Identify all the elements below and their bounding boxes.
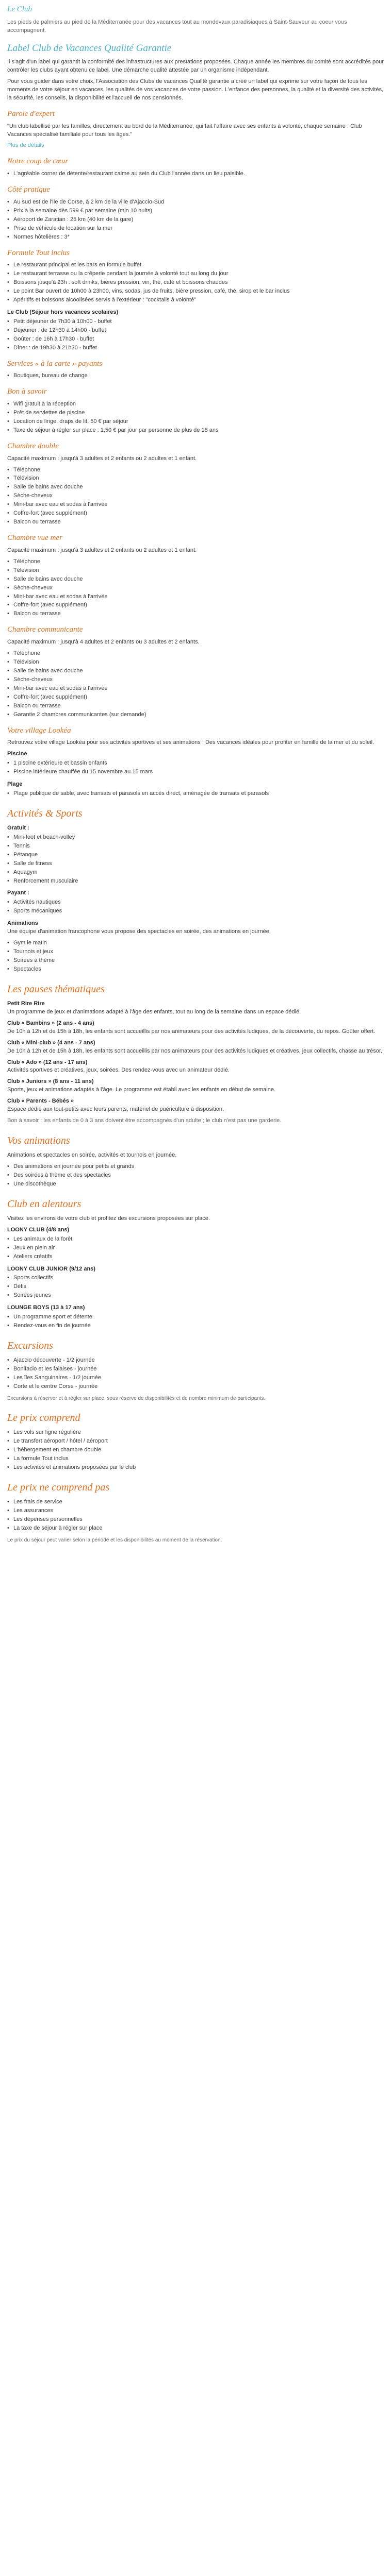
paid-activities-list — [7, 899, 384, 916]
beach-list — [7, 790, 384, 798]
list-item: • Sèche-cheveux — [7, 492, 384, 500]
excursions-list — [7, 1357, 384, 1391]
activities-section — [7, 806, 384, 974]
expert-section — [7, 109, 384, 150]
list-item: • Plage publique de sable, avec transats et parasols en accès direct, aménagée de transats et parasols — [7, 790, 384, 798]
list-item: • Prix à la semaine dès 599 € par semaine (min 10 nuits) — [7, 207, 384, 215]
list-item: • Location de linge, draps de lit, 50 € par séjour — [7, 418, 384, 426]
list-item: • Les activités et animations proposées par le club — [7, 1464, 384, 1472]
list-item: • Le point Bar ouvert de 10h00 à 23h00, vins, sodas, jus de fruits, bière pression, café, thé, sirop et le bar inclus — [7, 287, 384, 296]
list-item: • Activités nautiques — [7, 899, 384, 907]
room-sea-view-capacity: Capacité maximum : jusqu'à 3 adultes et 2 enfants ou 2 adultes et 1 enfant. — [7, 547, 197, 553]
list-item: • Soirées jeunes — [7, 1292, 384, 1300]
favorite-section — [7, 156, 384, 178]
list-item: • Les vols sur ligne régulière — [7, 1429, 384, 1437]
good-to-know-list — [7, 400, 384, 435]
list-item: • Tournois et jeux — [7, 948, 384, 956]
kids-note: Bon à savoir : les enfants de 0 à 3 ans doivent être accompagnés d'un adulte ; le club n'est pas une garderie. — [7, 1117, 282, 1124]
kids-heading: Les pauses thématiques — [7, 983, 105, 995]
list-item: • Des soirées à thème et des spectacles — [7, 1172, 384, 1180]
room-double-heading: Chambre double — [7, 442, 59, 450]
surroundings-heading: Club en alentours — [7, 1198, 82, 1210]
list-item: • Wifi gratuit à la réception — [7, 400, 384, 409]
list-item: • Coffre-fort (avec supplément) — [7, 693, 384, 702]
list-item: • Bonifacio et les falaises - journée — [7, 1365, 384, 1374]
kids-club-name: Club « Parents - Bébés » — [7, 1098, 74, 1105]
list-item: • Sports collectifs — [7, 1274, 384, 1282]
activities-heading: Activités & Sports — [7, 807, 83, 819]
kids-section — [7, 982, 384, 1125]
club-heading: Le Club — [7, 5, 32, 13]
list-item: • 1 piscine extérieure et bassin enfants — [7, 759, 384, 768]
village-text: Retrouvez votre village Lookéa pour ses activités sportives et ses animations : Des vacances idéales pour profiter en famille de la mer et du soleil. — [7, 739, 374, 746]
list-item: • Renforcement musculaire — [7, 877, 384, 886]
practical-heading: Côté pratique — [7, 185, 50, 194]
kids-club-text: Activités sportives et créatives, jeux, soirées. Des rendez-vous avec un animateur dédié. — [7, 1067, 230, 1074]
practical-list — [7, 198, 384, 242]
list-item: • Coffre-fort (avec supplément) — [7, 601, 384, 609]
list-item: • Téléphone — [7, 466, 384, 474]
room-connecting-section — [7, 624, 384, 719]
list-item: • Balcon ou terrasse — [7, 610, 384, 618]
list-item: • Une discothèque — [7, 1180, 384, 1189]
kids-club-text: Espace dédié aux tout-petits avec leurs parents, matériel de puériculture à disposition. — [7, 1106, 224, 1113]
list-item: • Défis — [7, 1283, 384, 1291]
entertainment-list — [7, 939, 384, 974]
room-sea-view-heading: Chambre vue mer — [7, 534, 62, 543]
list-item: • Mini-bar avec eau et sodas à l'arrivée — [7, 593, 384, 601]
kids-club-name: Club « Mini-club » (4 ans - 7 ans) — [7, 1039, 95, 1046]
list-item: • Apéritifs et boissons alcoolisées servis à l'extérieur : "cocktails à volonté" — [7, 296, 384, 304]
price-excludes-heading: Le prix ne comprend pas — [7, 1482, 110, 1494]
list-item: • Taxe de séjour à régler sur place : 1,50 € par jour par personne de plus de 18 ans — [7, 427, 384, 435]
excursions-note: Excursions à réserver et à régler sur place, sous réserve de disponibilités et de nombre minimum de participants. — [7, 1395, 266, 1401]
entertainment-label: Animations — [7, 920, 38, 927]
list-item: • Spectacles — [7, 965, 384, 974]
list-item: • Gym le matin — [7, 939, 384, 947]
list-item: • Corte et le centre Corse - journée — [7, 1383, 384, 1391]
list-item: • L'agréable corner de détente/restaurant calme au sein du Club l'année dans un lieu paisible. — [7, 170, 384, 178]
all-inclusive-section — [7, 248, 384, 352]
list-item: • Coffre-fort (avec supplément) — [7, 510, 384, 518]
room-double-amenities — [7, 466, 384, 527]
room-connecting-amenities — [7, 650, 384, 719]
list-item: • Les assurances — [7, 1507, 384, 1515]
village-heading: Votre village Lookéa — [7, 726, 71, 735]
paid-services-list — [7, 372, 384, 380]
list-item: • Dîner : de 19h30 à 21h30 - buffet — [7, 344, 384, 352]
list-item: • Au sud est de l'Ile de Corse, à 2 km de la ville d'Ajaccio-Sud — [7, 198, 384, 207]
excursions-section — [7, 1338, 384, 1402]
list-item: • Tennis — [7, 842, 384, 851]
kids-intro-text: Un programme de jeux et d'animations adapté à l'âge des enfants, tout au long de la semaine dans un espace dédié. — [7, 1008, 301, 1015]
room-sea-view-section — [7, 533, 384, 618]
surroundings-text: Visitez les environs de votre club et profitez des excursions proposées sur place. — [7, 1215, 210, 1222]
good-to-know-section — [7, 386, 384, 435]
paid-services-section — [7, 359, 384, 381]
list-item: • Sèche-cheveux — [7, 584, 384, 592]
list-item: • Téléphone — [7, 558, 384, 566]
list-item: • Balcon ou terrasse — [7, 518, 384, 527]
list-item: • Salle de fitness — [7, 860, 384, 868]
intro-section — [7, 4, 384, 103]
lounge-boys-name: LOUNGE BOYS (13 à 17 ans) — [7, 1304, 85, 1311]
list-item: • Piscine intérieure chauffée du 15 novembre au 15 mars — [7, 768, 384, 776]
entertainment-heading: Vos animations — [7, 1135, 70, 1147]
list-item: • Rendez-vous en fin de journée — [7, 1322, 384, 1330]
room-sea-view-amenities — [7, 558, 384, 619]
list-item: • Normes hôtelières : 3* — [7, 233, 384, 242]
list-item: • Le restaurant principal et les bars en formule buffet — [7, 261, 384, 269]
schedule-heading: Le Club (Séjour hors vacances scolaires) — [7, 309, 119, 315]
list-item: • Prêt de serviettes de piscine — [7, 409, 384, 417]
list-item: • L'hébergement en chambre double — [7, 1446, 384, 1454]
room-double-section — [7, 441, 384, 527]
list-item: • Un programme sport et détente — [7, 1313, 384, 1321]
entertainment-section — [7, 1133, 384, 1189]
kids-club-text: Sports, jeux et animations adaptés à l'âge. Le programme est établi avec les enfants en début de semaine. — [7, 1087, 276, 1093]
price-footnote: Le prix du séjour peut varier selon la période et les disponibilités au moment de la réservation. — [7, 1537, 222, 1543]
list-item: • Télévision — [7, 658, 384, 667]
list-item: • Petit déjeuner de 7h30 à 10h00 - buffet — [7, 318, 384, 326]
list-item: • Pétanque — [7, 851, 384, 859]
list-item: • Aéroport de Zaratian : 25 km (40 km de la gare) — [7, 216, 384, 224]
room-connecting-capacity: Capacité maximum : jusqu'à 4 adultes et 2 enfants ou 3 adultes et 2 enfants. — [7, 639, 200, 646]
price-includes-heading: Le prix comprend — [7, 1412, 80, 1424]
practical-section — [7, 184, 384, 241]
room-connecting-heading: Chambre communicante — [7, 625, 83, 634]
favorite-list — [7, 170, 384, 178]
list-item: • Déjeuner : de 12h30 à 14h00 - buffet — [7, 327, 384, 335]
list-item: • Goûter : de 16h à 17h30 - buffet — [7, 335, 384, 344]
list-item: • Téléphone — [7, 650, 384, 658]
entertainment-intro: Animations et spectacles en soirée, activités et tournois en journée. — [7, 1152, 177, 1159]
price-includes-list — [7, 1429, 384, 1472]
village-section — [7, 725, 384, 798]
pool-heading: Piscine — [7, 751, 27, 757]
good-to-know-heading: Bon à savoir — [7, 387, 47, 396]
room-double-capacity: Capacité maximum : jusqu'à 3 adultes et 2 enfants ou 2 adultes et 1 enfant. — [7, 455, 197, 462]
free-activities-list — [7, 834, 384, 886]
entertainment-items — [7, 1163, 384, 1189]
list-item: • Salle de bains avec douche — [7, 575, 384, 584]
lounge-boys-list — [7, 1313, 384, 1330]
list-item: • Les îles Sanguinaires - 1/2 journée — [7, 1374, 384, 1382]
surroundings-section — [7, 1197, 384, 1330]
label-text-2: Pour vous guider dans votre choix, l'Association des Clubs de vacances Qualité garantie a créé un label qui exprime sur votre façon de tous les moments de votre séjour en vacances, les qualités de vos vacances de votre passion. L'enfance des personnes, la qualité et la diversité des activités, la sécurité, les conseils, la disponibilité et l'accueil de nos pensionnés. — [7, 78, 384, 101]
kids-club-text: De 10h à 12h et de 15h à 18h, les enfants sont accueillis par nos animateurs pour des activités ludiques, de la découverte, du repos. Goûter offert. — [7, 1028, 376, 1035]
pool-list — [7, 759, 384, 776]
loony-club-list — [7, 1235, 384, 1261]
club-lead: Les pieds de palmiers au pied de la Méditerranée pour des vacances tout au mondevaux paradisiaques à Saint-Sauveur au coeur vous accompagnent. — [7, 19, 347, 33]
excursions-heading: Excursions — [7, 1340, 53, 1352]
list-item: • Les dépenses personnelles — [7, 1516, 384, 1524]
list-item: • Salle de bains avec douche — [7, 667, 384, 675]
list-item: • Balcon ou terrasse — [7, 702, 384, 710]
expert-more-link[interactable]: Plus de détails — [7, 142, 44, 149]
list-item: • Boutiques, bureau de change — [7, 372, 384, 380]
list-item: • Prise de véhicule de location sur la mer — [7, 225, 384, 233]
all-inclusive-list — [7, 261, 384, 304]
list-item: • Soirées à thème — [7, 957, 384, 965]
free-activities-label: Gratuit : — [7, 824, 29, 831]
kids-club-text: De 10h à 12h et de 15h à 18h, les enfants sont accueillis par nos animateurs pour des activités ludiques et créatives, jeux collectifs, chasse au trésor. — [7, 1047, 383, 1054]
label-text: Il s'agit d'un label qui garantit la conformité des infrastructures aux prestations proposées. Chaque année les membres du comité sont accrédités pour contrôler les clubs ayant obtenu ce label. Une démarche qualité attestée par un organisme indépendant. — [7, 59, 384, 74]
kids-club-name: Club « Bambins » (2 ans - 4 ans) — [7, 1020, 94, 1026]
list-item: • Télévision — [7, 474, 384, 483]
list-item: • Boissons jusqu'à 23h : soft drinks, bières pression, vin, thé, café et boissons chaudes — [7, 279, 384, 287]
list-item: • Aquagym — [7, 869, 384, 877]
favorite-heading: Notre coup de cœur — [7, 157, 69, 166]
loony-junior-name: LOONY CLUB JUNIOR (9/12 ans) — [7, 1265, 95, 1272]
list-item: • Salle de bains avec douche — [7, 483, 384, 492]
list-item: • Le restaurant terrasse ou la crêperie pendant la journée à volonté tout au long du jour — [7, 270, 384, 278]
list-item: • Sports mécaniques — [7, 907, 384, 916]
list-item: • La taxe de séjour à régler sur place — [7, 1524, 384, 1533]
list-item: • Sèche-cheveux — [7, 676, 384, 684]
list-item: • La formule Tout inclus — [7, 1455, 384, 1463]
all-inclusive-heading: Formule Tout inclus — [7, 248, 70, 257]
list-item: • Les frais de service — [7, 1498, 384, 1506]
list-item: • Ateliers créatifs — [7, 1253, 384, 1261]
kids-intro-label: Petit Rire Rire — [7, 1000, 45, 1007]
beach-heading: Plage — [7, 781, 23, 788]
entertainment-text: Une équipe d'animation francophone vous propose des spectacles en soirée, des animations en journée. — [7, 928, 271, 935]
loony-junior-list — [7, 1274, 384, 1300]
expert-quote: "Un club labellisé par les familles, directement au bord de la Méditerranée, qui fait l'affaire avec ses enfants à volonté, chaque semaine : Club Vacances spécialisé familiale pour tous les âges." — [7, 123, 362, 138]
paid-services-heading: Services « à la carte » payants — [7, 359, 103, 368]
paid-activities-label: Payant : — [7, 890, 29, 896]
loony-club-name: LOONY CLUB (4/8 ans) — [7, 1226, 70, 1233]
expert-heading: Parole d'expert — [7, 109, 55, 118]
list-item: • Mini-bar avec eau et sodas à l'arrivée — [7, 685, 384, 693]
list-item: • Le transfert aéroport / hôtel / aéroport — [7, 1437, 384, 1446]
label-heading: Label Club de Vacances Qualité Garantie — [7, 42, 172, 54]
kids-club-name: Club « Juniors » (8 ans - 11 ans) — [7, 1078, 94, 1085]
price-excludes-list — [7, 1498, 384, 1533]
list-item: • Mini-bar avec eau et sodas à l'arrivée — [7, 501, 384, 509]
price-section — [7, 1411, 384, 1544]
list-item: • Ajaccio découverte - 1/2 journée — [7, 1357, 384, 1365]
list-item: • Garantie 2 chambres communicantes (sur demande) — [7, 711, 384, 719]
schedule-list — [7, 318, 384, 352]
list-item: • Jeux en plein air — [7, 1244, 384, 1252]
kids-club-name: Club « Ado » (12 ans - 17 ans) — [7, 1059, 88, 1065]
list-item: • Les animaux de la forêt — [7, 1235, 384, 1244]
list-item: • Des animations en journée pour petits et grands — [7, 1163, 384, 1171]
list-item: • Télévision — [7, 567, 384, 575]
list-item: • Mini-foot et beach-volley — [7, 834, 384, 842]
